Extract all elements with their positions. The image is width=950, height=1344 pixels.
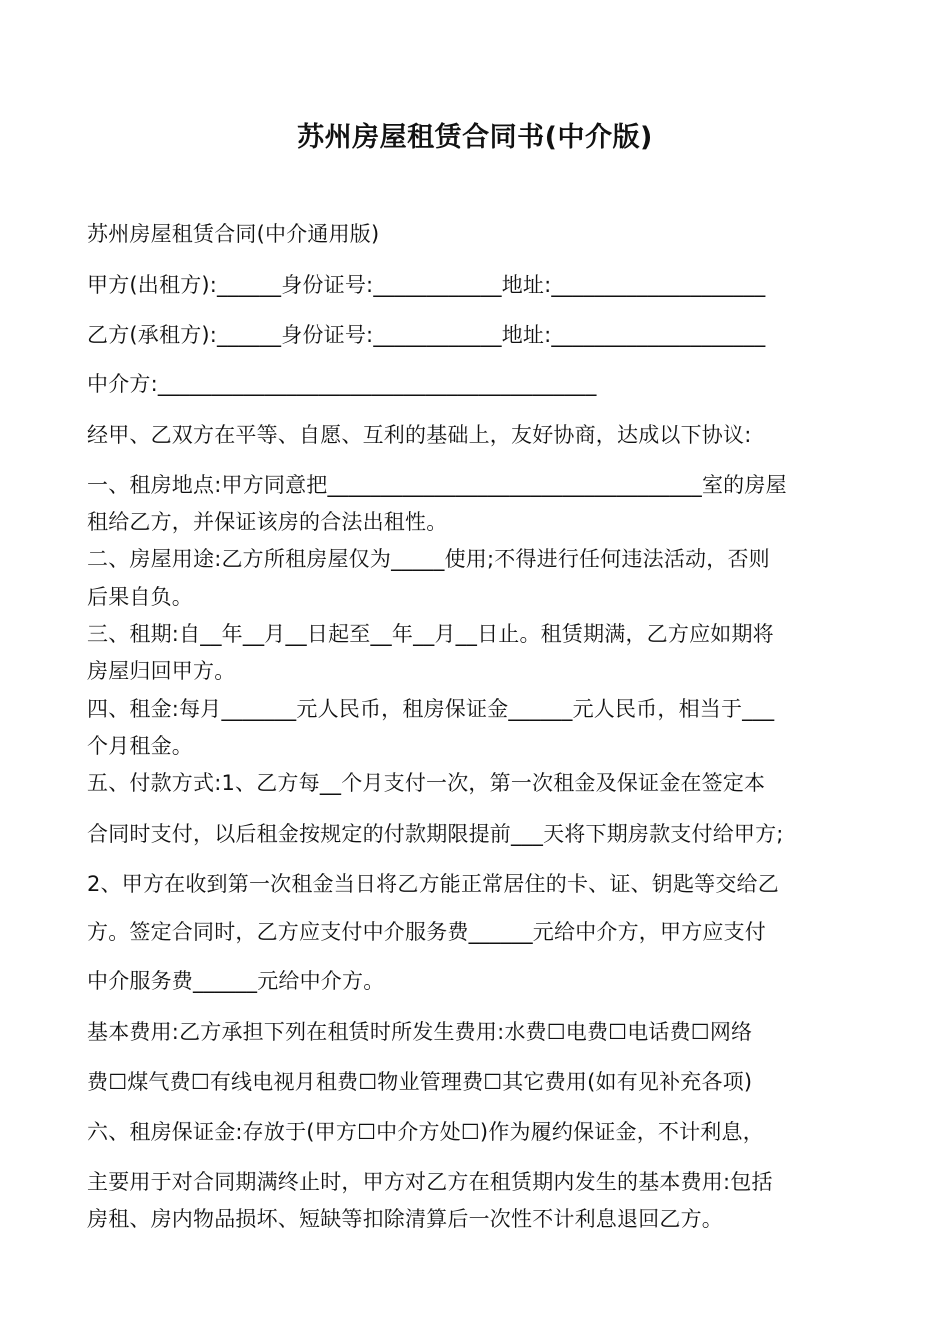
clause-2-line-2: 后果自负。 <box>87 585 193 609</box>
basic-fees-line-1: 基本费用:乙方承担下列在租赁时所发生费用:水费☐电费☐电话费☐网络 <box>87 1020 753 1044</box>
clause-1-line-1: 一、租房地点:甲方同意把___________________________________室的房屋 <box>87 473 787 497</box>
clause-5-line-2: 合同时支付，以后租金按规定的付款期限提前___天将下期房款支付给甲方; <box>87 822 784 846</box>
clause-6-line-1: 六、租房保证金:存放于(甲方☐中介方处☐)作为履约保证金，不计利息， <box>87 1120 764 1144</box>
party-b-line: 乙方(承租方):______身份证号:____________地址:____________________ <box>87 323 766 347</box>
clause-1-line-2: 租给乙方，并保证该房的合法出租性。 <box>87 510 448 534</box>
clause-6-line-3: 房租、房内物品损坏、短缺等扣除清算后一次性不计利息退回乙方。 <box>87 1207 723 1231</box>
clause-6-line-2: 主要用于对合同期满终止时，甲方对乙方在租赁期内发生的基本费用:包括 <box>87 1170 773 1194</box>
basic-fees-line-2: 费☐煤气费☐有线电视月租费☐物业管理费☐其它费用(如有见补充各项) <box>87 1070 753 1094</box>
document-title: 苏州房屋租赁合同书(中介版) <box>297 122 653 153</box>
clause-2-line-1: 二、房屋用途:乙方所租房屋仅为_____使用;不得进行任何违法活动，否则 <box>87 547 770 571</box>
clause-5-line-1: 五、付款方式:1、乙方每__个月支付一次，第一次租金及保证金在签定本 <box>87 771 766 795</box>
party-a-line: 甲方(出租方):______身份证号:____________地址:____________________ <box>87 273 766 297</box>
subtitle-line: 苏州房屋租赁合同(中介通用版) <box>87 222 380 246</box>
clause-4-line-1: 四、租金:每月_______元人民币，租房保证金______元人民币，相当于___ <box>87 697 775 721</box>
clause-5-line-4: 方。签定合同时，乙方应支付中介服务费______元给中介方，甲方应支付 <box>87 920 766 944</box>
clause-4-line-2: 个月租金。 <box>87 734 193 758</box>
clause-3-line-2: 房屋归回甲方。 <box>87 659 236 683</box>
clause-3-line-1: 三、租期:自__年__月__日起至__年__月__日止。租赁期满，乙方应如期将 <box>87 622 774 646</box>
clause-5-line-5: 中介服务费______元给中介方。 <box>87 969 385 993</box>
clause-5-line-3: 2、甲方在收到第一次租金当日将乙方能正常居住的卡、证、钥匙等交给乙 <box>87 872 779 896</box>
agent-line: 中介方:_________________________________________ <box>87 372 597 396</box>
preamble-line: 经甲、乙双方在平等、自愿、互利的基础上，友好协商，达成以下协议: <box>87 423 752 447</box>
